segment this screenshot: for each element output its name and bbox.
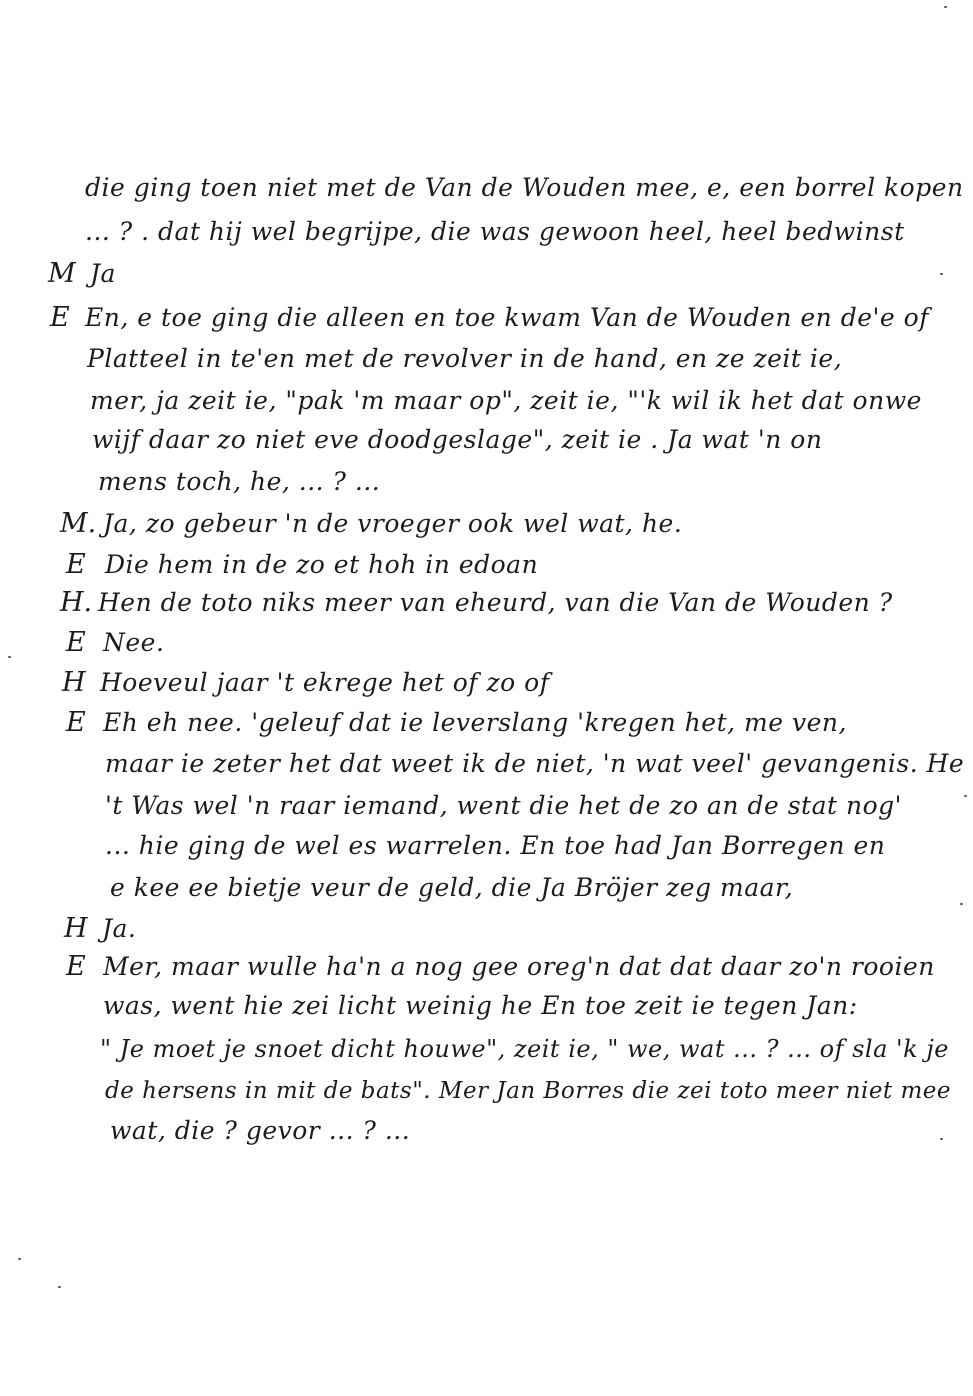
transcript-line: Mer, maar wulle ha'n a nog gee oreg'n dat dat daar zo'n rooien	[103, 952, 935, 981]
speaker-marker: E	[66, 707, 86, 738]
scan-speck	[940, 273, 943, 275]
transcript-line: de hersens in mit de bats". Mer Jan Borres die zei toto meer niet mee	[105, 1078, 952, 1104]
transcript-line: Ja.	[102, 914, 137, 943]
speaker-marker: E	[66, 549, 86, 580]
transcript-line: wijf daar zo niet eve doodgeslage", zeit ie . Ja wat 'n on	[92, 425, 823, 454]
transcript-line: e kee ee bietje veur de geld, die Ja Bröjer zeg maar,	[110, 873, 794, 902]
speaker-marker: H	[64, 913, 88, 944]
scan-speck	[8, 656, 11, 658]
speaker-marker: H.	[60, 587, 93, 618]
speaker-marker: M.	[60, 508, 97, 539]
scan-speck	[940, 1138, 943, 1140]
transcript-line: mer, ja zeit ie, "pak 'm maar op", zeit ie, "'k wil ik het dat onwe	[90, 386, 922, 415]
transcript-line: Ja, zo gebeur 'n de vroeger ook wel wat, he.	[103, 509, 683, 538]
transcript-line: Eh eh nee. 'geleuf dat ie leverslang 'kregen het, me ven,	[103, 708, 847, 737]
transcript-line: Die hem in de zo et hoh in edoan	[105, 550, 539, 579]
transcript-line: wat, die ? gevor ... ? ...	[110, 1116, 411, 1145]
transcript-line: die ging toen niet met de Van de Wouden mee, e, een borrel kopen	[85, 173, 964, 202]
speaker-marker: M	[48, 258, 76, 289]
scan-speck	[964, 795, 967, 797]
transcript-line: ... hie ging de wel es warrelen. En toe had Jan Borregen en	[105, 831, 886, 860]
speaker-marker: E	[66, 627, 86, 658]
transcript-line: ... ? . dat hij wel begrijpe, die was gewoon heel, heel bedwinst	[85, 217, 905, 246]
speaker-marker: E	[66, 951, 86, 982]
scan-speck	[960, 903, 963, 905]
speaker-marker: E	[50, 302, 70, 333]
transcript-line: mens toch, he, ... ? ...	[98, 467, 381, 496]
scan-speck	[58, 1286, 61, 1288]
transcript-line: En, e toe ging die alleen en toe kwam Van de Wouden en de'e of	[85, 303, 929, 332]
transcript-line: Hoeveul jaar 't ekrege het of zo of	[100, 668, 550, 697]
scan-speck	[18, 1258, 21, 1260]
transcript-line: Platteel in te'en met de revolver in de hand, en ze zeit ie,	[87, 344, 843, 373]
transcript-line: Hen de toto niks meer van eheurd, van die Van de Wouden ?	[98, 588, 893, 617]
transcript-line: was, went hie zei licht weinig he En toe zeit ie tegen Jan:	[103, 991, 858, 1020]
transcript-line: Nee.	[103, 628, 165, 657]
scan-speck	[944, 6, 947, 8]
transcript-line: " Je moet je snoet dicht houwe", zeit ie, " we, wat ... ? ... of sla 'k je	[100, 1035, 949, 1063]
speaker-marker: H	[62, 667, 86, 698]
transcript-line: 't Was wel 'n raar iemand, went die het de zo an de stat nog'	[105, 791, 903, 820]
transcript-line: Ja	[90, 259, 116, 288]
transcript-line: maar ie zeter het dat weet ik de niet, 'n wat veel' gevangenis. He	[105, 749, 965, 778]
